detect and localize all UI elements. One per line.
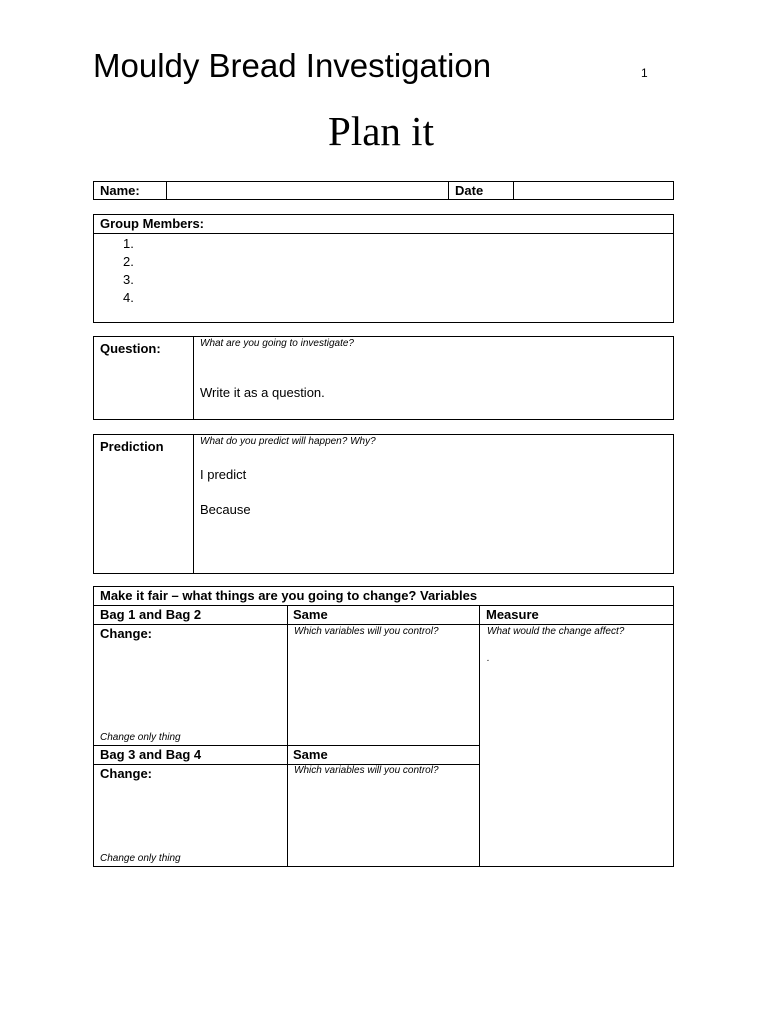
prediction-i-predict: I predict	[200, 467, 247, 482]
group-members-label: Group Members:	[94, 215, 673, 234]
name-label: Name:	[94, 182, 167, 199]
measure-dot: .	[487, 653, 490, 664]
bag34-same-cell[interactable]	[288, 765, 479, 866]
variables-table	[93, 586, 674, 867]
bag12-change-only: Change only thing	[100, 732, 181, 743]
name-date-table	[93, 181, 674, 200]
question-label-cell	[94, 337, 194, 419]
prediction-label: Prediction	[100, 439, 164, 454]
bag12-change-cell[interactable]	[94, 625, 287, 745]
divider	[94, 605, 673, 606]
group-member-2[interactable]: 2.	[123, 254, 134, 269]
date-label: Date	[449, 182, 514, 199]
question-box	[93, 336, 674, 420]
page-number: 1	[641, 66, 648, 80]
bag34-same-hint: Which variables will you control?	[294, 765, 439, 776]
question-label: Question:	[100, 341, 161, 356]
prediction-answer-cell[interactable]	[194, 435, 673, 573]
bag34-change-label: Change:	[100, 766, 152, 781]
prediction-box	[93, 434, 674, 574]
measure-cell[interactable]	[480, 625, 673, 866]
group-members-list	[94, 234, 673, 307]
bag34-label: Bag 3 and Bag 4	[100, 747, 202, 762]
prediction-because: Because	[200, 502, 251, 517]
measure-label: Measure	[486, 607, 539, 622]
date-field[interactable]	[514, 182, 673, 199]
bag12-label: Bag 1 and Bag 2	[100, 607, 202, 622]
measure-hint: What would the change affect?	[487, 626, 625, 637]
plan-heading: Plan it	[328, 108, 434, 154]
bag12-same-cell[interactable]	[288, 625, 479, 745]
bag12-same-hint: Which variables will you control?	[294, 626, 439, 637]
same-label-2: Same	[293, 747, 328, 762]
group-members-box	[93, 214, 674, 323]
question-hint: What are you going to investigate?	[200, 338, 354, 349]
same-label: Same	[293, 607, 328, 622]
document-title: Mouldy Bread Investigation	[93, 47, 492, 84]
group-member-3[interactable]: 3.	[123, 272, 134, 287]
name-field[interactable]	[167, 182, 449, 199]
bag12-change-label: Change:	[100, 626, 152, 641]
group-member-1[interactable]: 1.	[123, 236, 134, 251]
prediction-label-cell	[94, 435, 194, 573]
bag34-change-only: Change only thing	[100, 853, 181, 864]
group-member-4[interactable]: 4.	[123, 290, 134, 305]
variables-title: Make it fair – what things are you going to change? Variables	[100, 588, 478, 603]
question-instruction: Write it as a question.	[200, 385, 325, 400]
prediction-hint: What do you predict will happen? Why?	[200, 436, 376, 447]
question-answer-cell[interactable]	[194, 337, 673, 419]
